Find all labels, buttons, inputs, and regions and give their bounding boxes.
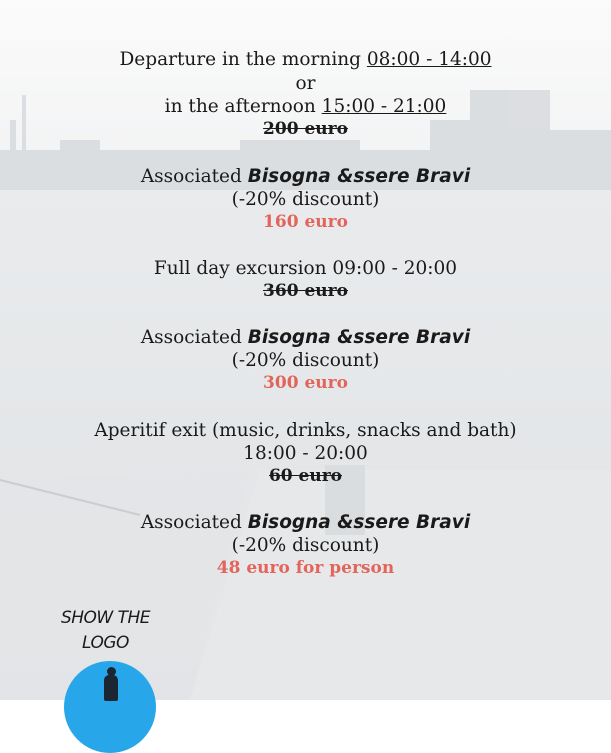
aperitif-old-price: 60 euro bbox=[268, 466, 343, 486]
offer3-brand: Bisogna &ssere Bravi bbox=[247, 512, 471, 533]
logo-figure-body bbox=[104, 675, 118, 701]
show-logo-line2: LOGO bbox=[82, 633, 129, 653]
offer3-discount: (-20% discount) bbox=[231, 535, 380, 556]
offer2-associated-line bbox=[0, 326, 611, 349]
fullday-old-price: 360 euro bbox=[263, 281, 348, 301]
offer2-discount: (-20% discount) bbox=[231, 350, 380, 371]
offer1-brand: Bisogna &ssere Bravi bbox=[247, 166, 471, 187]
departure-afternoon-line bbox=[0, 95, 611, 118]
morning-time: 08:00 - 14:00 bbox=[366, 49, 492, 70]
or-line: or bbox=[295, 73, 316, 94]
offer2-brand: Bisogna &ssere Bravi bbox=[247, 327, 471, 348]
show-logo-note bbox=[58, 606, 153, 656]
departure-label: Departure in the morning bbox=[119, 49, 361, 70]
fullday-line: Full day excursion 09:00 - 20:00 bbox=[153, 258, 458, 279]
association-logo bbox=[64, 661, 156, 753]
offer2-price: 300 euro bbox=[263, 373, 348, 393]
offer3-prefix: Associated bbox=[140, 512, 242, 533]
offer3-price: 48 euro for person bbox=[216, 558, 395, 578]
offer1-associated-line bbox=[0, 165, 611, 188]
offer1-discount: (-20% discount) bbox=[231, 189, 380, 210]
offer2-prefix: Associated bbox=[140, 327, 242, 348]
offer1-price: 160 euro bbox=[263, 212, 348, 232]
offer3-associated-line bbox=[0, 511, 611, 534]
aperitif-line: Aperitif exit (music, drinks, snacks and bath) bbox=[94, 420, 517, 441]
departure-morning-line bbox=[0, 48, 611, 71]
departure-old-price: 200 euro bbox=[263, 119, 348, 139]
afternoon-label: in the afternoon bbox=[164, 96, 316, 117]
afternoon-time: 15:00 - 21:00 bbox=[321, 96, 447, 117]
offer1-prefix: Associated bbox=[140, 166, 242, 187]
aperitif-time: 18:00 - 20:00 bbox=[243, 443, 368, 464]
show-logo-line1: SHOW THE bbox=[60, 608, 151, 628]
